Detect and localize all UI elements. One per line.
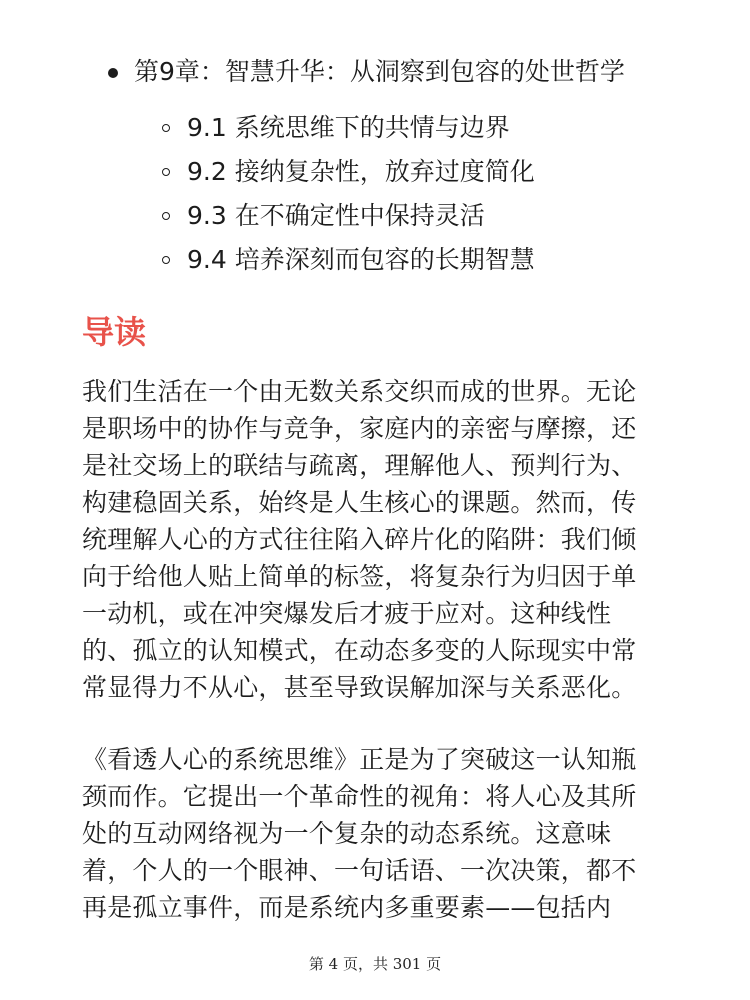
text-line: 处的互动网络视为一个复杂的动态系统。这意味 bbox=[82, 819, 612, 848]
text-line: 一动机，或在冲突爆发后才疲于应对。这种线性 bbox=[82, 599, 612, 628]
toc-section-label: 9.3 在不确定性中保持灵活 bbox=[187, 201, 485, 230]
bullet-disc-icon bbox=[108, 68, 118, 78]
text-line: 是社交场上的联结与疏离，理解他人、预判行为、 bbox=[82, 451, 637, 480]
toc-section-label: 9.4 培养深刻而包容的长期智慧 bbox=[187, 245, 535, 274]
paragraph-2 bbox=[82, 741, 698, 926]
paragraph-1 bbox=[82, 373, 698, 706]
text-line: 着，个人的一个眼神、一句话语、一次决策，都不 bbox=[82, 856, 637, 885]
text-line: 向于给他人贴上简单的标签，将复杂行为归因于单 bbox=[82, 562, 637, 591]
bullet-circle-icon bbox=[162, 168, 170, 176]
section-heading: 导读 bbox=[82, 313, 147, 351]
text-line: 统理解人心的方式往往陷入碎片化的陷阱：我们倾 bbox=[82, 525, 637, 554]
text-line: 的、孤立的认知模式，在动态多变的人际现实中常 bbox=[82, 636, 637, 665]
toc-section-label: 9.2 接纳复杂性，放弃过度简化 bbox=[187, 157, 535, 186]
text-line: 《看透人心的系统思维》正是为了突破这一认知瓶 bbox=[82, 745, 637, 774]
text-line: 是职场中的协作与竞争，家庭内的亲密与摩擦，还 bbox=[82, 414, 637, 443]
text-line: 颈而作。它提出一个革命性的视角：将人心及其所 bbox=[82, 782, 637, 811]
bullet-circle-icon bbox=[162, 212, 170, 220]
toc-section-label: 9.1 系统思维下的共情与边界 bbox=[187, 113, 510, 142]
bullet-circle-icon bbox=[162, 124, 170, 132]
bullet-circle-icon bbox=[162, 256, 170, 264]
toc-chapter-label: 第9章：智慧升华：从洞察到包容的处世哲学 bbox=[134, 57, 625, 86]
text-line: 我们生活在一个由无数关系交织而成的世界。无论 bbox=[82, 377, 637, 406]
page-number-footer: 第 4 页，共 301 页 bbox=[308, 955, 442, 973]
text-line: 常显得力不从心，甚至导致误解加深与关系恶化。 bbox=[82, 673, 637, 702]
text-line: 再是孤立事件，而是系统内多重要素——包括内 bbox=[82, 893, 612, 922]
text-line: 构建稳固关系，始终是人生核心的课题。然而，传 bbox=[82, 488, 637, 517]
